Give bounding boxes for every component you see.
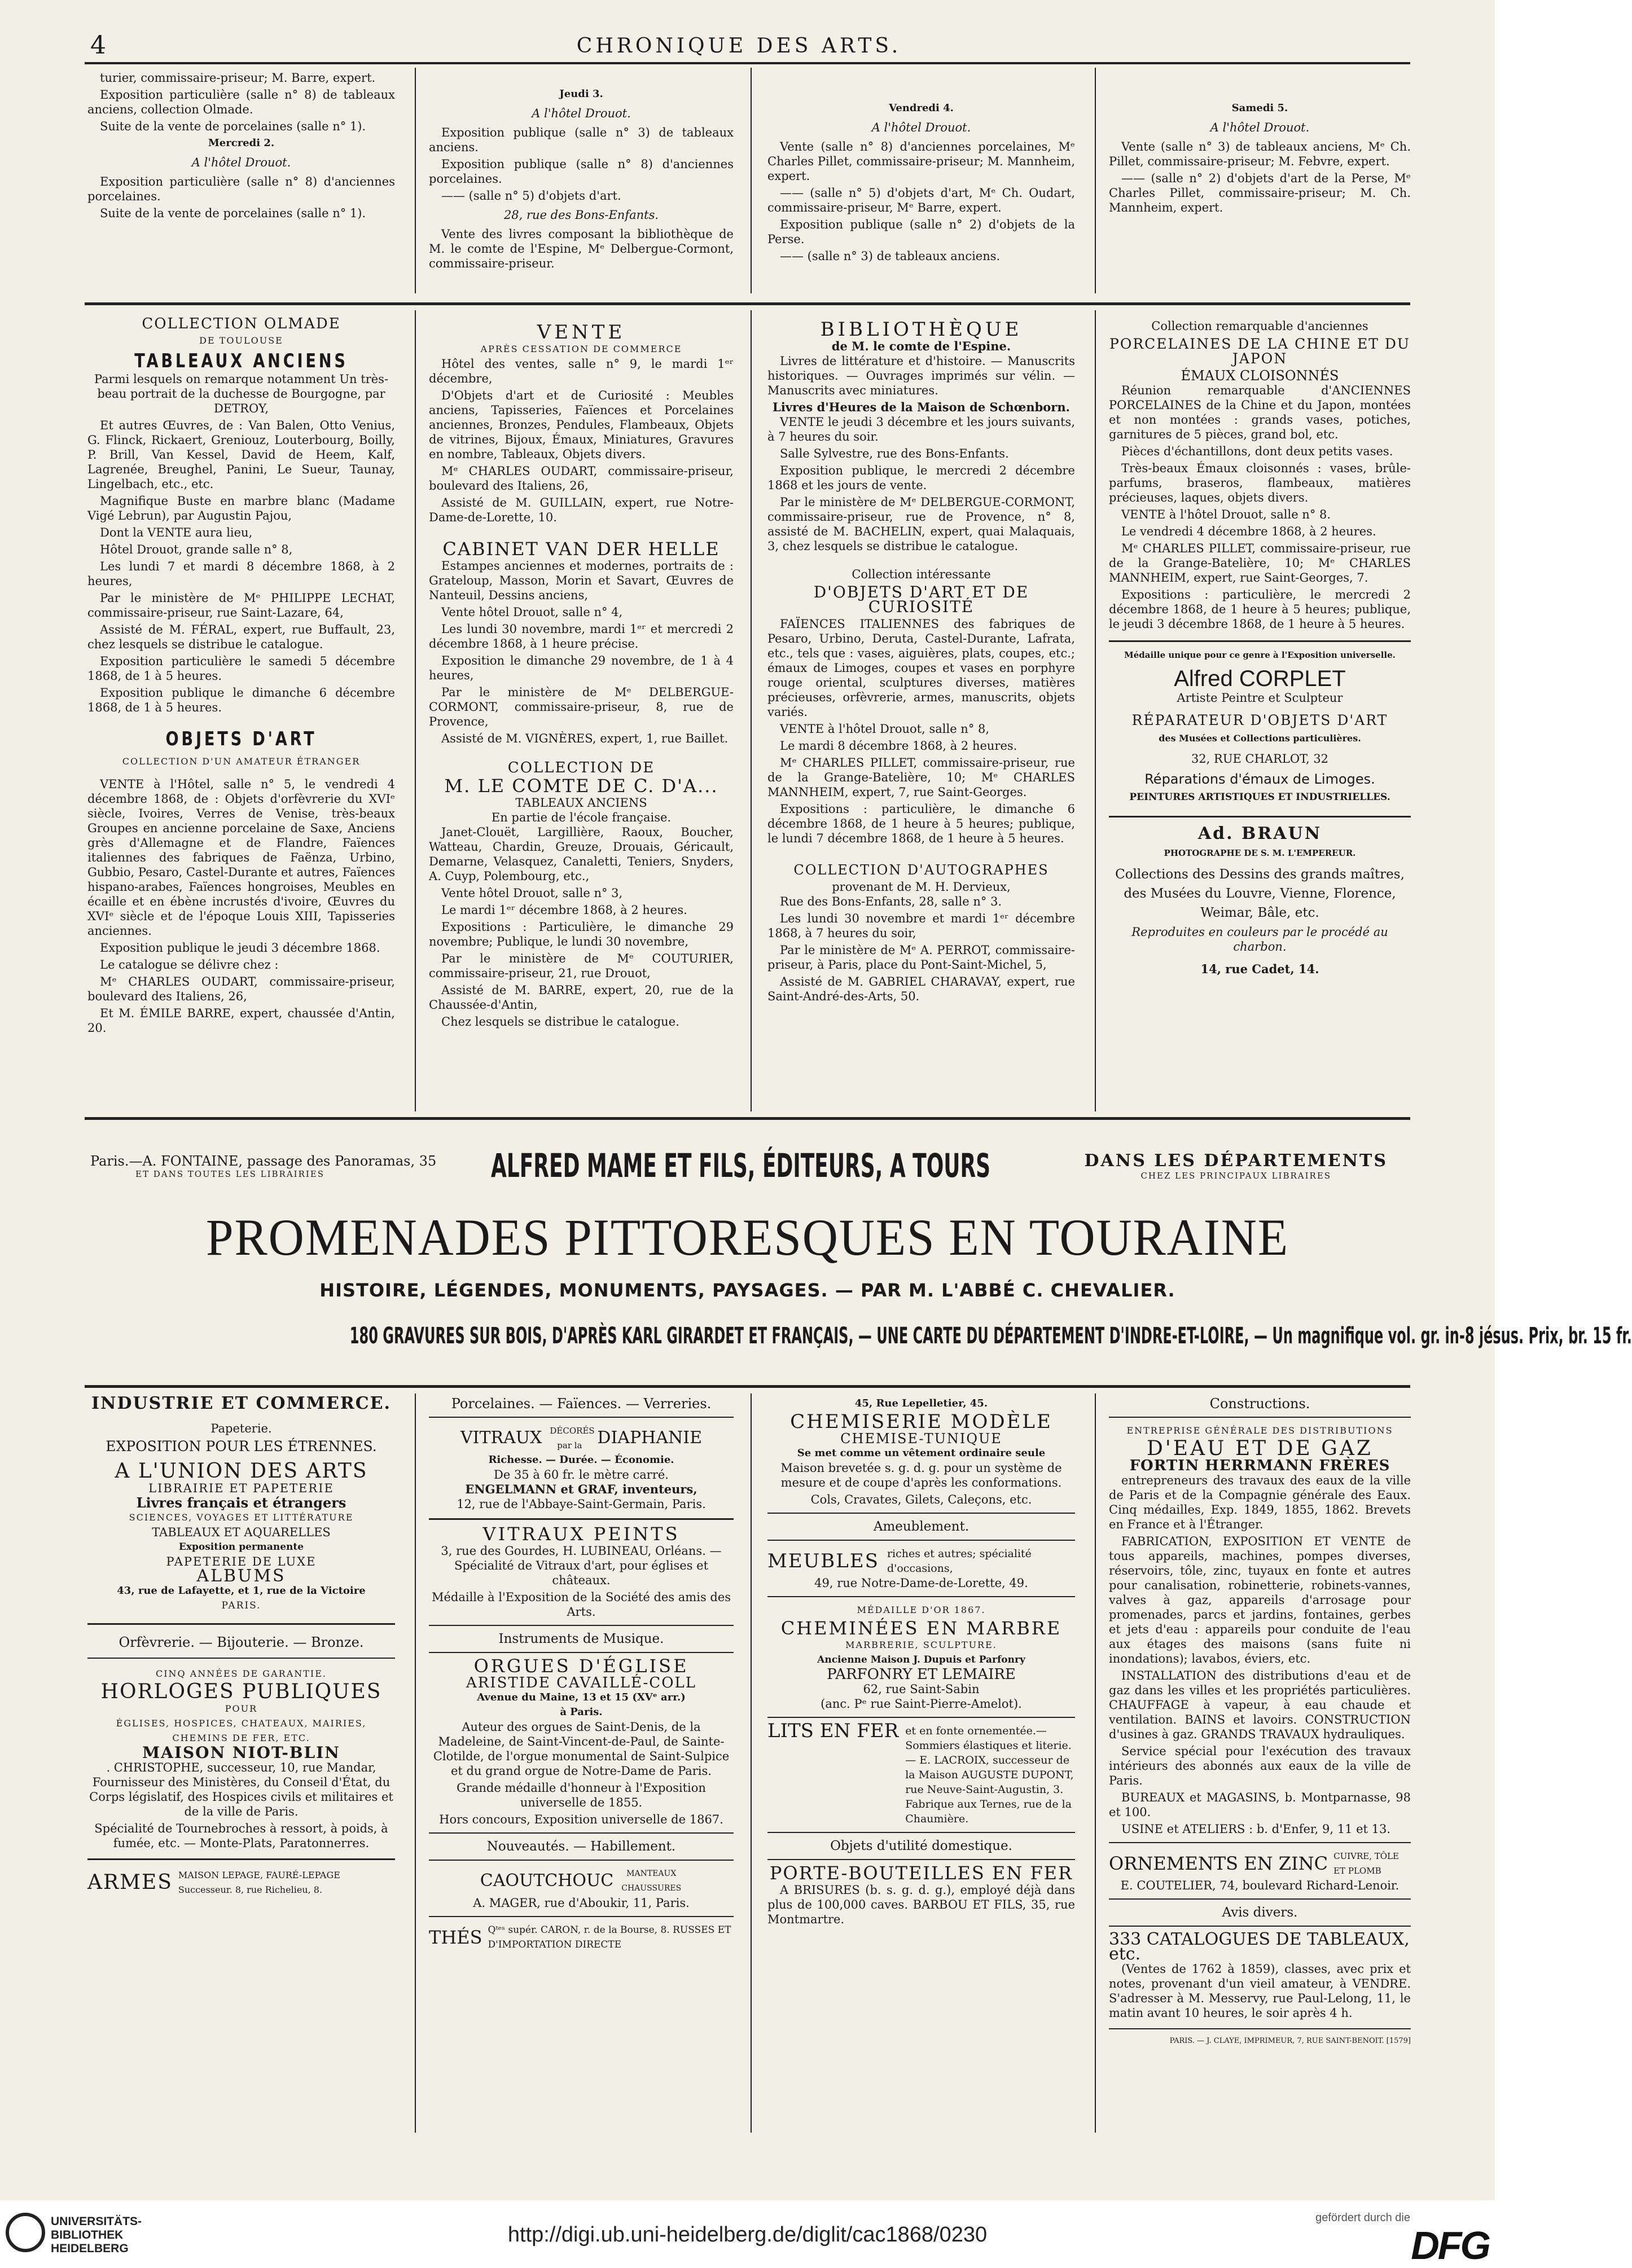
ad-text: Les lundi 7 et mardi 8 décembre 1868, à 2 heures, [87, 560, 395, 588]
ad-address: à Paris. [560, 1706, 603, 1718]
ad-text: Le mardi 1ᵉʳ décembre 1868, à 2 heures. [441, 903, 687, 917]
ad-divider [429, 1652, 734, 1653]
ad-divider [767, 1596, 1075, 1597]
ad-text: (Ventes de 1762 à 1859), classes, avec prix et notes, provenant d'un vieil amateur, à VENDRE. S'adresser à M. Messervy, rue Paul-Lelong, 11, le matin avant 10 heures, le soir après 4 h. [1109, 1962, 1411, 2020]
ad-title: TABLEAUX ANCIENS [134, 350, 348, 372]
ad-text: Assisté de M. VIGNÈRES, expert, 1, rue Baillet. [441, 732, 729, 745]
schedule-place: A l'hôtel Drouot. [1210, 121, 1310, 134]
schedule-text: Suite de la vente de porcelaines (salle n° 1). [100, 206, 366, 220]
printer-imprint: PARIS. — J. CLAYE, IMPRIMEUR, 7, RUE SAINT-BENOIT. [1579] [1169, 2037, 1411, 2045]
dfg-logo: DFG [1411, 2223, 1489, 2267]
ad-text: Par le ministère de Mᵉ DELBERGUE-CORMONT, commissaire-priseur, rue de Provence, n° 8, assisté de M. BACHELIN, expert, quai Malaquais, 3, chez lesquels se distribue le catalogue. [767, 495, 1075, 553]
zinc-ad [1109, 1849, 1411, 1878]
ad-text: Expositions : Particulière, le dimanche 29 novembre; Publique, le lundi 30 novembre, [429, 920, 734, 948]
ad-text: Et M. ÉMILE BARRE, expert, chaussée d'Antin, 20. [87, 1006, 395, 1035]
auction-column-3 [767, 319, 1075, 1109]
caoutchouc-ad [429, 1866, 734, 1896]
schedule-column-2 [429, 85, 734, 293]
ad-text: Chez lesquels se distribue le catalogue. [441, 1015, 679, 1028]
ad-divider [767, 1513, 1075, 1514]
category-heading: Papeterie. [210, 1422, 272, 1435]
ad-title: OBJETS D'ART [165, 728, 317, 750]
ad-address: 12, rue de l'Abbaye-Saint-Germain, Paris. [457, 1497, 706, 1511]
ad-subheading: de M. le comte de l'Espine. [831, 339, 1011, 353]
ad-text: Exposition le dimanche 29 novembre, de 1 à 4 heures, [429, 654, 734, 682]
ad-text: VENTE à l'Hôtel, salle n° 5, le vendredi 4 décembre 1868, de : Objets d'orfèvrerie du XVIᵉ siècle, Ivoires, Verres de Venise, très-beaux Groupes en ancienne porcelaine de Saxe, Anciens grès d'Allemagne et de Flandre, Faïences italiennes des fabriques de Faënza, Urbino, Gubbio, Pesaro, Castel-Durante et autres, Faïences hispano-arabes, Faïences hongroises, Meubles en écaille et en ébène incrustés d'ivoire, Œuvres du XVIᵉ siècle et de l'époque Louis XIII, Tapisseries anciennes. [87, 777, 395, 938]
ad-divider [429, 1518, 734, 1520]
ad-text: INSTALLATION des distributions d'eau et de gaz dans les villes et les propriétés particulières. CHAUFFAGE à vapeur, à eau chaude et ventilation. BAINS et lavoirs. CONSTRUCTION d'usines à gaz. GRANDS TRAVAUX hydrauliques. [1109, 1669, 1411, 1741]
permalink[interactable]: http://digi.ub.uni-heidelberg.de/diglit/cac1868/0230 [507, 2223, 988, 2247]
ad-divider [87, 1623, 395, 1625]
commerce-column-3 [767, 1396, 1075, 2133]
ad-text: Les lundi 30 novembre et mardi 1ᵉʳ décembre 1868, à 7 heures du soir, [767, 912, 1075, 940]
commerce-column-1 [87, 1396, 395, 2133]
ad-text: A BRISURES (b. s. g. d. g.), employé déjà dans plus de 100,000 caves. BARBOU ET FILS, 35, rue Montmartre. [767, 1883, 1075, 1926]
ad-text: Le mardi 8 décembre 1868, à 2 heures. [780, 739, 1017, 753]
auction-column-2 [429, 322, 734, 1109]
book-advert-banner [85, 1134, 1632, 1371]
ad-title: HORLOGES PUBLIQUES [100, 1680, 382, 1703]
ad-divider [429, 1860, 734, 1861]
ad-title: 333 CATALOGUES DE TABLEAUX, etc. [1109, 1929, 1410, 1964]
ad-title: CHEMISERIE MODÈLE [790, 1410, 1052, 1433]
ad-text: Exposition publique, le mercredi 2 décembre 1868 et les jours de vente. [767, 464, 1075, 492]
schedule-text: turier, commissaire-priseur; M. Barre, expert. [100, 71, 376, 85]
ad-text: Le vendredi 4 décembre 1868, à 2 heures. [1121, 525, 1376, 538]
ad-text: Maison brevetée s. g. d. g. pour un système de mesure et de coupe d'après les conformations. [780, 1461, 1062, 1489]
ad-subheading: MARBRERIE, SCULPTURE. [845, 1640, 997, 1650]
ad-subheading: COLLECTION D'UN AMATEUR ÉTRANGER [122, 756, 361, 767]
ad-title: A L'UNION DES ARTS [115, 1460, 368, 1483]
ad-subheading: LIBRAIRIE ET PAPETERIE [148, 1482, 334, 1495]
ad-divider [1109, 1898, 1411, 1900]
ad-title: CABINET VAN DER HELLE [442, 538, 720, 560]
ad-text: Reproduites en couleurs par le procédé au charbon. [1131, 925, 1388, 953]
ad-text: VENTE le jeudi 3 décembre et les jours suivants, à 7 heures du soir. [767, 415, 1075, 443]
digitization-footer [0, 2200, 1495, 2266]
ad-divider [429, 1417, 734, 1418]
corplet-name: Alfred CORPLET [1174, 666, 1346, 691]
schedule-place: A l'hôtel Drouot. [871, 121, 971, 134]
ad-text: BUREAUX et MAGASINS, b. Montparnasse, 98 et 100. [1109, 1791, 1411, 1819]
ad-text: Mᵉ CHARLES OUDART, commissaire-priseur, boulevard des Italiens, 26, [87, 975, 395, 1003]
ad-subheading: PHOTOGRAPHE DE S. M. L'EMPEREUR. [1164, 848, 1356, 858]
ad-text: Mᵉ CHARLES PILLET, commissaire-priseur, rue de la Grange-Batelière, 10; Mᵉ CHARLES MANNHEIM, expert, rue Saint-Georges, 7. [1109, 542, 1411, 584]
ad-text: FABRICATION, EXPOSITION ET VENTE de tous appareils, machines, pompes diverses, réservoirs, tôle, zinc, tuyaux en fonte et autres pour canalisation, robinetterie, robinets-vannes, valves à gaz, appareils d'arrosage pour promenades, parcs et jardins, fontaines, gerbes et jets d'eau : appareils pour conduite de l'eau aux étages des maisons (sans fuite ni inondations); lavabos, éviers, etc. [1109, 1535, 1411, 1665]
ad-text: entrepreneurs des travaux des eaux de la ville de Paris et de la Compagnie générale des Eaux. Cinq médailles, Exp. 1849, 1855, 1862. Brevets en France et à l'Étranger. [1109, 1474, 1411, 1531]
column-rule [1095, 310, 1096, 1111]
ad-text: Exposition publique le jeudi 3 décembre 1868. [100, 941, 380, 955]
banner-title: PROMENADES PITTORESQUES EN TOURAINE [205, 1208, 1289, 1266]
banner-left-text: Paris.—A. FONTAINE, passage des Panoramas, 35 [90, 1153, 437, 1169]
ad-address: 49, rue Notre-Dame-de-Lorette, 49. [814, 1576, 1028, 1590]
ad-divider [1109, 2028, 1411, 2029]
ad-text: Le catalogue se délivre chez : [100, 958, 279, 972]
ad-title: THÉS [429, 1927, 482, 1948]
column-rule [751, 310, 752, 1111]
ad-text: Par le ministère de Mᵉ A. PERROT, commissaire-priseur, à Paris, place du Pont-Saint-Michel, 5, [767, 943, 1075, 972]
ad-text: riches et autres; spécialité d'occasions, [887, 1548, 1032, 1575]
column-rule [751, 68, 752, 293]
ad-divider [87, 1658, 395, 1659]
ad-text: FAÏENCES ITALIENNES des fabriques de Pesaro, Urbino, Deruta, Castel-Durante, Lafrata, etc., tels que : vases, aiguières, plats, coupes, etc.; émaux de Limoges, coupes et vases en porphyre rouge oriental, sculptures diverses, matières précieuses, orfèvrerie, armes, manuscrits, objets variés. [767, 617, 1075, 719]
ad-text: De 35 à 60 fr. le mètre carré. [494, 1468, 669, 1482]
ad-divider [1109, 1417, 1411, 1418]
ad-text: Par le ministère de Mᵉ COUTURIER, commissaire-priseur, 21, rue Drouot, [429, 952, 734, 980]
ad-address: A. MAGER, rue d'Aboukir, 11, Paris. [473, 1896, 690, 1910]
ad-address: Avenue du Maine, 13 et 15 (XVᵉ arr.) [477, 1691, 686, 1703]
ad-subheading: CHEMISE-TUNIQUE [840, 1431, 1002, 1447]
ad-text: Vente hôtel Drouot, salle n° 3, [441, 886, 623, 900]
column-rule [415, 310, 416, 1111]
ad-heading: COLLECTION OLMADE [142, 315, 341, 332]
ad-subheading: Se met comme un vêtement ordinaire seule [797, 1447, 1046, 1459]
schedule-text: —— (salle n° 3) de tableaux anciens. [780, 249, 1001, 263]
ad-subheading: TABLEAUX ET AQUARELLES [152, 1526, 331, 1539]
ad-title: ARMES [87, 1871, 173, 1894]
schedule-text: Exposition particulière (salle n° 8) de tableaux anciens, collection Olmade. [87, 88, 395, 116]
ad-text: Rue des Bons-Enfants, 28, salle n° 3. [780, 895, 1002, 908]
ad-text: Pièces d'échantillons, dont deux petits vases. [1121, 445, 1393, 458]
commerce-column-2 [429, 1396, 734, 2133]
ad-text: 3, rue des Gourdes, H. LUBINEAU, Orléans. — Spécialité de Vitraux d'art, pour églises et châteaux. [441, 1544, 722, 1587]
ad-address: 45, Rue Lepelletier, 45. [854, 1397, 988, 1409]
ad-text: Réunion remarquable d'ANCIENNES PORCELAINES de la Chine et du Japon, montées et non montées : grands vases, potiches, garnitures de 5 pièces, grand bol, etc. [1109, 384, 1411, 441]
ad-title: DIAPHANIE [597, 1428, 702, 1448]
ad-subheading: Livres français et étrangers [136, 1495, 346, 1511]
thes-ad [429, 1923, 734, 1952]
page-number: 4 [90, 31, 106, 60]
schedule-place: A l'hôtel Drouot. [191, 156, 291, 169]
ad-text: ENGELMANN et GRAF, inventeurs, [465, 1482, 697, 1496]
ad-divider [429, 1625, 734, 1626]
ad-text: Spécialité de Tournebroches à ressort, à poids, à fumée, etc. — Monte-Plats, Paratonnerres. [94, 1822, 388, 1850]
ad-subheading: SCIENCES, VOYAGES ET LITTÉRATURE [129, 1512, 354, 1523]
ad-heading: COLLECTION DE [507, 759, 655, 776]
ad-subheading: CINQ ANNÉES DE GARANTIE. [155, 1668, 327, 1679]
schedule-place: 28, rue des Bons-Enfants. [503, 208, 659, 222]
ad-title: ORGUES D'ÉGLISE [473, 1655, 689, 1677]
ad-text: Hôtel des ventes, salle n° 9, le mardi 1ᵉʳ décembre, [429, 357, 734, 385]
ad-text: Estampes anciennes et modernes, portraits de : Grateloup, Masson, Morin et Savart, Œuvres de Nanteuil, Dessins anciens, [429, 559, 734, 602]
ad-title: FORTIN HERRMANN FRÈRES [1129, 1457, 1390, 1474]
ad-text: Magnifique Buste en marbre blanc (Madame Vigé Lebrun), par Augustin Pajou, [87, 494, 395, 522]
section-rule [85, 1385, 1410, 1388]
column-rule [415, 68, 416, 293]
schedule-day: Jeudi 3. [559, 88, 603, 100]
ad-address: PARIS. [221, 1600, 261, 1611]
ad-text: VENTE à l'hôtel Drouot, salle n° 8. [1121, 508, 1331, 521]
ad-text: Janet-Clouët, Largillière, Raoux, Boucher, Watteau, Chardin, Greuze, Drouais, Géricault, Demarne, Velasquez, Canaletti, Teniers, Snyders, A. Cuyp, Polembourg, etc., [429, 825, 734, 883]
ad-title: MEUBLES [767, 1550, 879, 1572]
schedule-day: Vendredi 4. [889, 102, 954, 114]
ad-subheading: des Musées et Collections particulières. [1159, 733, 1361, 744]
ad-text: Assisté de M. BARRE, expert, 20, rue de la Chaussée-d'Antin, [429, 983, 734, 1012]
ad-subheading: ÉMAUX CLOISONNÉS [1181, 368, 1339, 384]
schedule-column-3 [767, 99, 1075, 293]
ad-text: USINE et ATELIERS : b. d'Enfer, 9, 11 et 13. [1121, 1822, 1391, 1836]
ad-subheading: Ancienne Maison J. Dupuis et Parfonry [817, 1654, 1025, 1665]
ad-title: ALBUMS [196, 1566, 286, 1586]
ad-title: ORNEMENTS EN ZINC [1109, 1853, 1328, 1874]
section-rule [85, 1117, 1410, 1120]
ad-title: PORCELAINES DE LA CHINE ET DU JAPON [1109, 336, 1410, 367]
ad-text: VENTE à l'hôtel Drouot, salle n° 8, [780, 722, 990, 736]
ad-divider [767, 1832, 1075, 1833]
schedule-text: —— (salle n° 5) d'objets d'art. [441, 189, 621, 203]
ad-subheading: En partie de l'école française. [491, 811, 672, 824]
ad-subheading: APRÈS CESSATION DE COMMERCE [480, 344, 682, 354]
ad-subheading: TABLEAUX ANCIENS [515, 796, 647, 810]
ad-subheading: Collection remarquable d'anciennes [1151, 319, 1368, 333]
armes-ad [87, 1868, 395, 1897]
ad-divider [429, 1916, 734, 1917]
ad-text: D'Objets d'art et de Curiosité : Meubles anciens, Tapisseries, Faïences et Porcelaines anciennes, Bronzes, Pendules, Flambeaux, Objets de vitrines, Bijoux, Émaux, Miniatures, Gravures en nombre, Tableaux, Objets divers. [429, 389, 734, 461]
ad-text: Très-beaux Émaux cloisonnés : vases, brûle-parfums, braseros, flambeaux, matières précieuses, laques, objets divers. [1109, 461, 1411, 504]
ad-title: D'OBJETS D'ART ET DE CURIOSITÉ [813, 583, 1029, 616]
ad-text: Vente hôtel Drouot, salle n° 4, [441, 605, 623, 619]
university-name: UNIVERSITÄTS- BIBLIOTHEK HEIDELBERG [51, 2215, 142, 2255]
schedule-text: Exposition publique (salle n° 3) de tableaux anciens. [429, 126, 734, 154]
banner-right-sub: CHEZ LES PRINCIPAUX LIBRAIRES [1140, 1171, 1332, 1181]
ad-subheading: Livres d'Heures de la Maison de Schœnborn. [773, 400, 1070, 414]
ad-subheading: POUR [225, 1703, 258, 1714]
section-heading: INDUSTRIE ET COMMERCE. [91, 1394, 391, 1413]
schedule-day: Samedi 5. [1231, 102, 1288, 114]
schedule-text: Exposition publique (salle n° 8) d'anciennes porcelaines. [429, 157, 734, 186]
ad-title: VITRAUX [460, 1428, 542, 1448]
column-rule [1095, 1394, 1096, 2133]
ad-subheading: MÉDAILLE D'OR 1867. [857, 1605, 986, 1615]
ad-divider [1109, 1842, 1411, 1843]
category-heading: Constructions. [1209, 1396, 1310, 1412]
ad-text: et en fonte ornementée.— Sommiers élastiques et literie. — E. LACROIX, successeur de la Maison AUGUSTE DUPONT, rue Neuve-Saint-Augustin, 3. Fabrique aux Ternes, rue de la Chaumière. [905, 1725, 1074, 1825]
banner-left-sub: ET DANS TOUTES LES LIBRAIRIES [135, 1169, 325, 1179]
ad-divider [767, 1859, 1075, 1860]
ad-subheading: Collection intéressante [852, 568, 991, 581]
ad-title: CHEMINÉES EN MARBRE [780, 1618, 1062, 1639]
banner-subtitle: HISTOIRE, LÉGENDES, MONUMENTS, PAYSAGES. — PAR M. L'ABBÉ C. CHEVALIER. [319, 1280, 1175, 1301]
ad-text: Salle Sylvestre, rue des Bons-Enfants. [780, 447, 1009, 460]
schedule-text: —— (salle n° 5) d'objets d'art, Mᵉ Ch. Oudart, commissaire-priseur, Mᵉ Barre, expert. [767, 186, 1075, 214]
schedule-place: A l'hôtel Drouot. [532, 107, 631, 120]
banner-right-text: DANS LES DÉPARTEMENTS [1084, 1151, 1388, 1171]
vitraux-heading [429, 1423, 734, 1453]
header-rule [85, 62, 1410, 64]
ad-text: Médaille à l'Exposition de la Société des amis des Arts. [431, 1590, 731, 1619]
braun-name: Ad. BRAUN [1197, 824, 1322, 843]
banner-details: 180 GRAVURES SUR BOIS, D'APRÈS KARL GIRARDET ET FRANÇAIS, — UNE CARTE DU DÉPARTEMENT D'INDRE-ET-LOIRE, — Un magnifique vol. gr. in-8 jésus. Prix, br. 15 fr. [349, 1323, 1632, 1349]
ad-divider [1109, 816, 1411, 817]
ad-divider [767, 1717, 1075, 1718]
ad-text: Hôtel Drouot, grande salle n° 8, [100, 543, 293, 556]
ad-divider [767, 1540, 1075, 1541]
banner-left [90, 1153, 436, 1179]
ad-text: Mᵉ CHARLES PILLET, commissaire-priseur, rue de la Grange-Batelière, 10; Mᵉ CHARLES MANNHEIM, expert, 7, rue Saint-Georges. [767, 756, 1075, 799]
ad-title: M. LE COMTE DE C. D'A... [444, 775, 718, 797]
ad-subheading: ENTREPRISE GÉNÉRALE DES DISTRIBUTIONS [1126, 1425, 1393, 1436]
banner-right [1084, 1151, 1388, 1181]
ad-title: BIBLIOTHÈQUE [820, 318, 1023, 341]
ad-text: Assisté de M. GUILLAIN, expert, rue Notre-Dame-de-Lorette, 10. [429, 496, 734, 524]
ad-subheading: Médaille unique pour ce genre à l'Exposition universelle. [1124, 650, 1396, 660]
ad-address: (anc. Pᵉ rue Saint-Pierre-Amelot). [821, 1697, 1022, 1711]
schedule-text: Suite de la vente de porcelaines (salle n° 1). [100, 120, 366, 133]
ad-subheading: ÉGLISES, HOSPICES, CHATEAUX, MAIRIES, CHEMINS DE FER, ETC. [116, 1718, 367, 1743]
ad-title: COLLECTION D'AUTOGRAPHES [793, 862, 1049, 878]
category-heading: Orfèvrerie. — Bijouterie. — Bronze. [119, 1634, 364, 1650]
schedule-text: Vente (salle n° 8) d'anciennes porcelaines, Mᵉ Charles Pillet, commissaire-priseur; M. Mannheim, expert. [767, 140, 1075, 183]
ad-text: Grande médaille d'honneur à l'Exposition universelle de 1855. [457, 1781, 706, 1809]
category-heading: Nouveautés. — Habillement. [486, 1839, 676, 1854]
ad-text: Assisté de M. GABRIEL CHARAVAY, expert, rue Saint-André-des-Arts, 50. [767, 975, 1075, 1003]
ad-subheading: Artiste Peintre et Sculpteur [1177, 691, 1343, 705]
ad-text: Hors concours, Exposition universelle de 1867. [439, 1813, 723, 1826]
page-header [85, 31, 1393, 59]
ad-title: RÉPARATEUR D'OBJETS D'ART [1131, 712, 1388, 728]
schedule-text: Vente des livres composant la bibliothèque de M. le comte de l'Espine, Mᵉ Delbergue-Cormont, commissaire-priseur. [429, 227, 734, 270]
ad-address: 62, rue Saint-Sabin [863, 1682, 980, 1696]
ad-text: Qᵗᵉˢ supér. CARON, r. de la Bourse, 8. RUSSES ET D'IMPORTATION DIRECTE [488, 1924, 731, 1950]
meubles-ad [767, 1546, 1075, 1576]
ad-subheading: CUIVRE, TÔLE ET PLOMB [1333, 1851, 1400, 1876]
schedule-column-1 [87, 71, 395, 293]
ad-subheading: MANTEAUX CHAUSSURES [621, 1869, 682, 1893]
ad-title: CAOUTCHOUC [480, 1871, 614, 1891]
ad-address: 32, RUE CHARLOT, 32 [1191, 752, 1329, 766]
ad-text: Parmi lesquels on remarque notamment Un très-beau portrait de la duchesse de Bourgogne, par DETROY, [94, 372, 389, 415]
ad-address: 43, rue de Lafayette, et 1, rue de la Victoire [117, 1585, 366, 1597]
banner-publisher: ALFRED MAME ET FILS, ÉDITEURS, A TOURS [491, 1146, 991, 1185]
schedule-text: —— (salle n° 2) d'objets d'art de la Perse, Mᵉ Charles Pillet, commissaire-priseur; M. Ch. Mannheim, expert. [1109, 172, 1411, 214]
ad-subheading: PAPETERIE DE LUXE [166, 1555, 317, 1568]
lits-ad [767, 1720, 1075, 1826]
column-rule [751, 1394, 752, 2133]
ad-text: Dont la VENTE aura lieu, [100, 526, 253, 539]
ad-address: E. COUTELIER, 74, boulevard Richard-Lenoir. [1120, 1879, 1400, 1892]
ad-text: Par le ministère de Mᵉ PHILIPPE LECHAT, commissaire-priseur, rue Saint-Lazare, 64, [87, 591, 395, 619]
ad-divider [1109, 640, 1411, 642]
ad-text: Expositions : particulière, le mercredi 2 décembre 1868, de 1 heure à 5 heures; publique, le jeudi 3 décembre 1868, de 1 heure à 5 heures. [1109, 588, 1411, 631]
ad-text: Livres de littérature et d'histoire. — Manuscrits historiques. — Ouvrages imprimés sur vélin. — Manuscrits avec miniatures. [767, 354, 1075, 397]
category-heading: Porcelaines. — Faïences. — Verreries. [451, 1396, 712, 1412]
ad-title: PORTE-BOUTEILLES EN FER [769, 1862, 1073, 1884]
schedule-column-4 [1109, 99, 1411, 293]
ad-divider [429, 1832, 734, 1834]
ad-text: Par le ministère de Mᵉ DELBERGUE-CORMONT, commissaire-priseur, 8, rue de Provence, [429, 685, 734, 728]
ad-text: . CHRISTOPHE, successeur, 10, rue Mandar, Fournisseur des Ministères, du Conseil d'État, du Corps législatif, des Hospices civils et militaires et de la ville de Paris. [89, 1761, 393, 1818]
ad-title: LITS EN FER [767, 1720, 899, 1742]
column-rule [1095, 68, 1096, 293]
ad-title: D'EAU ET DE GAZ [1147, 1437, 1373, 1460]
ad-divider [1109, 1926, 1411, 1927]
ad-subheading: provenant de M. H. Dervieux, [832, 880, 1011, 894]
ad-address: 14, rue Cadet, 14. [1200, 962, 1319, 976]
ad-title: VITRAUX PEINTS [482, 1523, 680, 1545]
ad-subheading: EXPOSITION POUR LES ÉTRENNES. [106, 1438, 377, 1454]
ad-title: VENTE [537, 321, 626, 344]
ad-subheading: DE TOULOUSE [199, 335, 283, 346]
ad-text: Auteur des orgues de Saint-Denis, de la Madeleine, de Saint-Vincent-de-Paul, de Sainte-Clotilde, de l'orgue monumental de Saint-Sulpice et du grand orgue de Notre-Dame de Paris. [433, 1720, 730, 1778]
ad-subheading: PEINTURES ARTISTIQUES ET INDUSTRIELLES. [1129, 792, 1390, 803]
ad-text: Mᵉ CHARLES OUDART, commissaire-priseur, boulevard des Italiens, 26, [429, 464, 734, 493]
ad-title: Réparations d'émaux de Limoges. [1144, 771, 1375, 787]
category-heading: Objets d'utilité domestique. [830, 1839, 1012, 1853]
ad-text: Exposition publique le dimanche 6 décembre 1868, de 1 à 5 heures. [87, 686, 395, 714]
schedule-text: Vente (salle n° 3) de tableaux anciens, Mᵉ Ch. Pillet, commissaire-priseur; M. Febvre, expert. [1109, 140, 1411, 168]
section-rule [85, 302, 1410, 305]
page-title: CHRONIQUE DES ARTS. [576, 34, 902, 58]
category-heading: Avis divers. [1222, 1905, 1298, 1920]
schedule-text: Exposition publique (salle n° 2) d'objets de la Perse. [767, 218, 1075, 246]
category-heading: Instruments de Musique. [498, 1632, 664, 1646]
ad-text: Et autres Œuvres, de : Van Balen, Otto Venius, G. Flinck, Rickaert, Greniouz, Louterbourg, Boilly, P. Brill, Van Kessel, David de Heem, Kalf, Lagrenée, Breughel, Panini, Le Sueur, Taunay, Lingelbach, etc., etc. [87, 419, 395, 491]
ad-title: PARFONRY ET LEMAIRE [827, 1666, 1016, 1683]
ad-text: Collections des Dessins des grands maîtres, des Musées du Louvre, Vienne, Florence, Weimar, Bâle, etc. [1115, 867, 1405, 920]
ad-text: Exposition particulière le samedi 5 décembre 1868, de 1 à 5 heures. [87, 654, 395, 683]
ad-title: MAISON NIOT-BLIN [142, 1743, 340, 1762]
column-rule [415, 1394, 416, 2133]
commerce-column-4 [1109, 1396, 1411, 2133]
funding-note: gefördert durch die [1315, 2212, 1410, 2224]
ad-subheading: Exposition permanente [178, 1541, 304, 1553]
ad-text: Cols, Cravates, Gilets, Caleçons, etc. [810, 1493, 1032, 1506]
auction-column-4 [1109, 319, 1411, 1109]
ad-subheading: DÉCORÉS par la [550, 1426, 595, 1451]
ad-text: Service spécial pour l'exécution des travaux intérieurs des abonnés aux eaux de la ville de Paris. [1109, 1744, 1411, 1787]
ad-text: Assisté de M. FÉRAL, expert, rue Buffault, 23, chez lesquels se distribue le catalogue. [87, 623, 395, 651]
category-heading: Ameublement. [873, 1519, 969, 1534]
ad-text: Les lundi 30 novembre, mardi 1ᵉʳ et mercredi 2 décembre 1868, à 1 heure précise. [429, 622, 734, 650]
schedule-text: Exposition particulière (salle n° 8) d'anciennes porcelaines. [87, 175, 395, 203]
ad-divider [87, 1858, 395, 1860]
ad-subheading: ARISTIDE CAVAILLÉ-COLL [466, 1674, 697, 1691]
auction-column-1 [87, 313, 395, 1109]
schedule-day: Mercredi 2. [208, 137, 275, 149]
ad-text: MAISON LEPAGE, FAURÉ-LEPAGE Successeur. 8, rue Richelieu, 8. [178, 1870, 340, 1895]
ad-text: Expositions : particulière, le dimanche 6 décembre 1868, de 1 heure à 5 heures; publique, le lundi 7 décembre 1868, de 1 heure à 5 heures. [767, 802, 1075, 845]
ad-subheading: Richesse. — Durée. — Économie. [488, 1454, 674, 1466]
